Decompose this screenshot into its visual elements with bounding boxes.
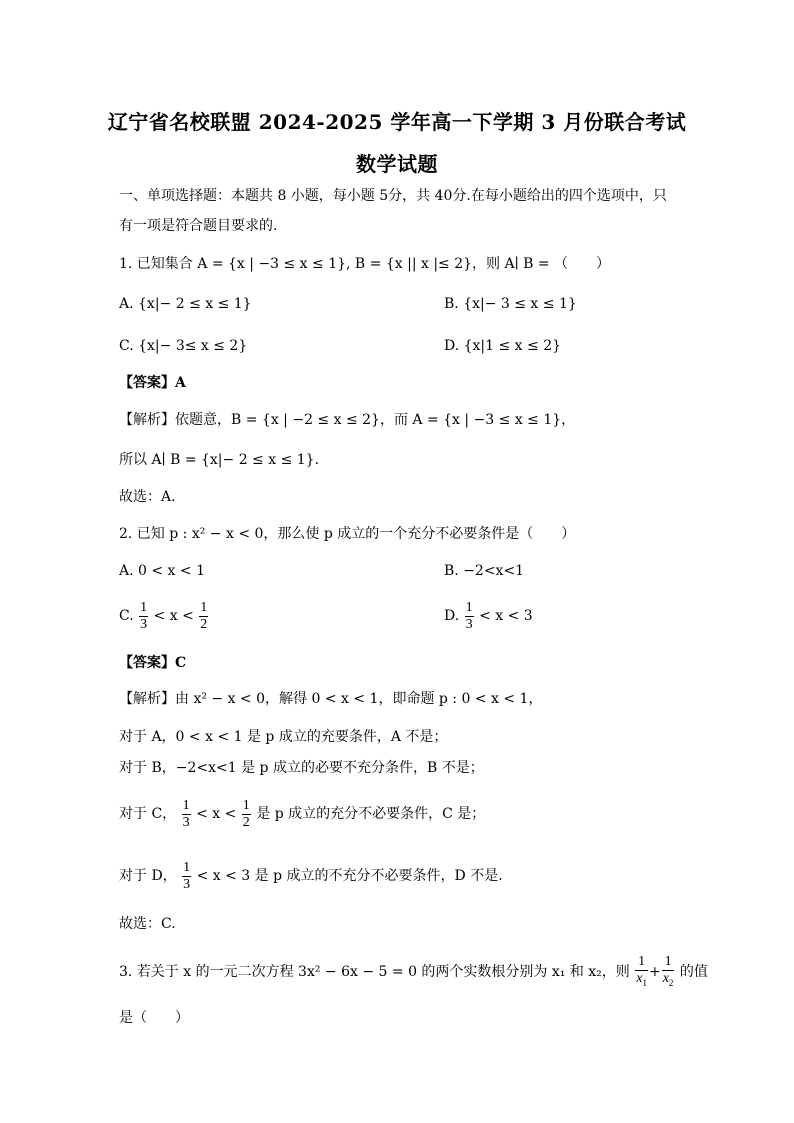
fraction-one-over-x1 (635, 954, 648, 991)
fraction-one-over-x2 (662, 954, 675, 991)
q2-for-c-prefix: 对于 C， (119, 806, 177, 822)
q1-analysis-line2: 所以 A∣ B = {x|− 2 ≤ x ≤ 1}. (119, 452, 320, 468)
q1-option-b: B. {x|− 3 ≤ x ≤ 1} (444, 296, 577, 312)
q2-for-d (119, 858, 503, 894)
q2-for-d-suffix: < x < 3 是 p 成立的不充分不必要条件，D 不是. (196, 868, 503, 884)
q2-option-d-label: D. (444, 608, 460, 624)
q2-for-c-ineq: < x < (196, 806, 237, 822)
q2-for-d-prefix: 对于 D， (119, 868, 177, 884)
fraction-one-third (139, 600, 148, 633)
fraction-one-half (199, 600, 208, 633)
fraction-one-half (242, 798, 251, 831)
fraction-denominator: 2 (242, 814, 250, 830)
q3-stem-suffix: 的值 (679, 964, 708, 980)
exam-subtitle: 数学试题 (356, 152, 438, 176)
fraction-numerator: 1 (242, 797, 250, 813)
q2-conclusion: 故选：C. (119, 916, 176, 932)
fraction-numerator: 1 (140, 599, 148, 615)
fraction-one-third (182, 798, 191, 831)
exam-title: 辽宁省名校联盟 2024-2025 学年高一下学期 3 月份联合考试 (107, 110, 687, 134)
fraction-one-third (182, 860, 191, 893)
q2-option-c-label: C. (119, 608, 134, 624)
denominator-subscript: 2 (668, 977, 674, 988)
fraction-denominator (635, 971, 648, 991)
q2-for-c-suffix: 是 p 成立的充分不必要条件，C 是； (256, 806, 486, 822)
fraction-denominator: 3 (465, 616, 473, 632)
q2-for-c (119, 796, 485, 832)
fraction-denominator: 2 (200, 616, 208, 632)
q1-option-d: D. {x|1 ≤ x ≤ 2} (444, 338, 562, 354)
q3-stem (119, 952, 708, 992)
fraction-numerator: 1 (635, 954, 648, 971)
fraction-numerator: 1 (465, 599, 473, 615)
q2-option-d-ineq: < x < 3 (479, 608, 533, 624)
q2-answer: 【答案】C (119, 655, 187, 671)
denominator-variable: x (662, 970, 669, 986)
q2-option-d (444, 598, 533, 634)
q1-analysis-line1: 【解析】依题意，B = {x | −2 ≤ x ≤ 2}，而 A = {x | −3 ≤ x ≤ 1}， (119, 412, 576, 428)
q3-stem-line2: 是（ ） (119, 1010, 189, 1026)
fraction-denominator: 3 (183, 876, 191, 892)
q2-for-a: 对于 A，0 < x < 1 是 p 成立的充要条件，A 不是； (119, 729, 448, 745)
denominator-variable: x (636, 970, 643, 986)
fraction-denominator (662, 971, 675, 991)
q1-conclusion: 故选：A. (119, 489, 176, 505)
fraction-numerator: 1 (662, 954, 675, 971)
fraction-one-third (465, 600, 474, 633)
section-heading-line2: 有一项是符合题目要求的. (119, 218, 278, 234)
fraction-denominator: 3 (182, 814, 190, 830)
fraction-numerator: 1 (200, 599, 208, 615)
q1-stem: 1. 已知集合 A = {x | −3 ≤ x ≤ 1}, B = {x || x |≤ 2}，则 A∣ B = （ ） (119, 256, 611, 272)
q2-option-c (119, 598, 209, 634)
q1-option-a: A. {x|− 2 ≤ x ≤ 1} (119, 296, 252, 312)
fraction-numerator: 1 (182, 797, 190, 813)
q2-option-c-ineq: < x < (153, 608, 194, 624)
fraction-numerator: 1 (183, 859, 191, 875)
q1-answer: 【答案】A (119, 375, 186, 391)
q2-for-b: 对于 B，−2<x<1 是 p 成立的必要不充分条件，B 不是； (119, 760, 484, 776)
q1-option-c: C. {x|− 3≤ x ≤ 2} (119, 338, 248, 354)
q2-stem: 2. 已知 p : x² − x < 0，那么使 p 成立的一个充分不必要条件是（ ） (119, 526, 576, 542)
fraction-denominator: 3 (140, 616, 148, 632)
q2-analysis: 【解析】由 x² − x < 0，解得 0 < x < 1，即命题 p : 0 < x < 1， (119, 691, 543, 707)
denominator-subscript: 1 (642, 977, 647, 988)
section-heading-line1: 一、单项选择题：本题共 8 小题，每小题 5分，共 40分.在每小题给出的四个选项中，只 (119, 188, 667, 204)
q2-option-a: A. 0 < x < 1 (119, 563, 205, 579)
q3-stem-prefix: 3. 若关于 x 的一元二次方程 3x² − 6x − 5 = 0 的两个实数根分别为 x₁ 和 x₂，则 (119, 964, 630, 980)
q2-option-b: B. −2<x<1 (444, 563, 525, 579)
plus-sign: + (648, 964, 661, 980)
